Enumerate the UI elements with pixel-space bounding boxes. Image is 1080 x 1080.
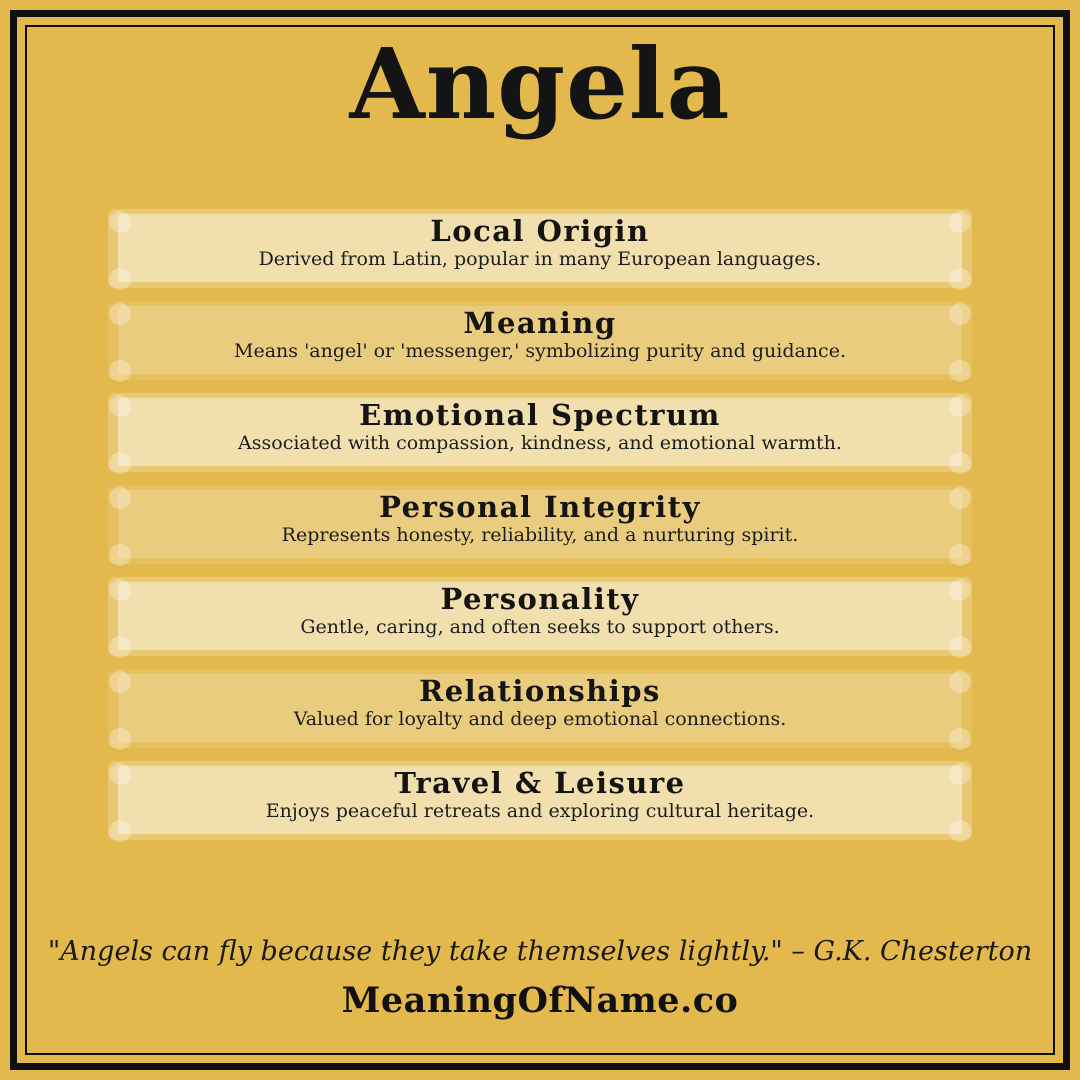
corner-rivet-icon (109, 636, 131, 658)
card-title: Meaning (463, 306, 617, 340)
corner-rivet-icon (109, 268, 131, 290)
page-title: Angela (349, 27, 731, 141)
card-title: Relationships (419, 674, 661, 708)
corner-rivet-icon (949, 728, 971, 750)
card-content (108, 577, 972, 638)
card-content (108, 485, 972, 546)
card-content (108, 393, 972, 454)
card-description: Valued for loyalty and deep emotional connections. (293, 708, 787, 730)
card-local-origin (108, 209, 972, 288)
card-title: Emotional Spectrum (359, 398, 721, 432)
site-name: MeaningOfName.co (341, 980, 739, 1021)
card-description: Associated with compassion, kindness, and emotional warmth. (238, 432, 842, 454)
card-content (108, 301, 972, 362)
card-title: Personality (440, 582, 640, 616)
card-description: Means 'angel' or 'messenger,' symbolizing purity and guidance. (234, 340, 846, 362)
quote-text: "Angels can fly because they take themselves lightly." – G.K. Chesterton (47, 936, 1033, 967)
corner-rivet-icon (949, 820, 971, 842)
card-content (108, 209, 972, 270)
card-emotional-spectrum (108, 393, 972, 472)
corner-rivet-icon (949, 360, 971, 382)
card-relationships (108, 669, 972, 748)
card-travel-leisure (108, 761, 972, 840)
card-description: Derived from Latin, popular in many European languages. (258, 248, 822, 270)
corner-rivet-icon (109, 452, 131, 474)
card-personality (108, 577, 972, 656)
corner-rivet-icon (109, 728, 131, 750)
card-description: Enjoys peaceful retreats and exploring cultural heritage. (265, 800, 815, 822)
corner-rivet-icon (949, 544, 971, 566)
corner-rivet-icon (949, 636, 971, 658)
corner-rivet-icon (109, 360, 131, 382)
corner-rivet-icon (949, 452, 971, 474)
card-content (108, 761, 972, 822)
card-title: Travel & Leisure (394, 766, 686, 800)
corner-rivet-icon (109, 820, 131, 842)
card-description: Represents honesty, reliability, and a nurturing spirit. (281, 524, 799, 546)
card-description: Gentle, caring, and often seeks to support others. (300, 616, 780, 638)
card-title: Local Origin (430, 214, 650, 248)
card-meaning (108, 301, 972, 380)
card-personal-integrity (108, 485, 972, 564)
corner-rivet-icon (109, 544, 131, 566)
card-content (108, 669, 972, 730)
card-title: Personal Integrity (379, 490, 701, 524)
corner-rivet-icon (949, 268, 971, 290)
